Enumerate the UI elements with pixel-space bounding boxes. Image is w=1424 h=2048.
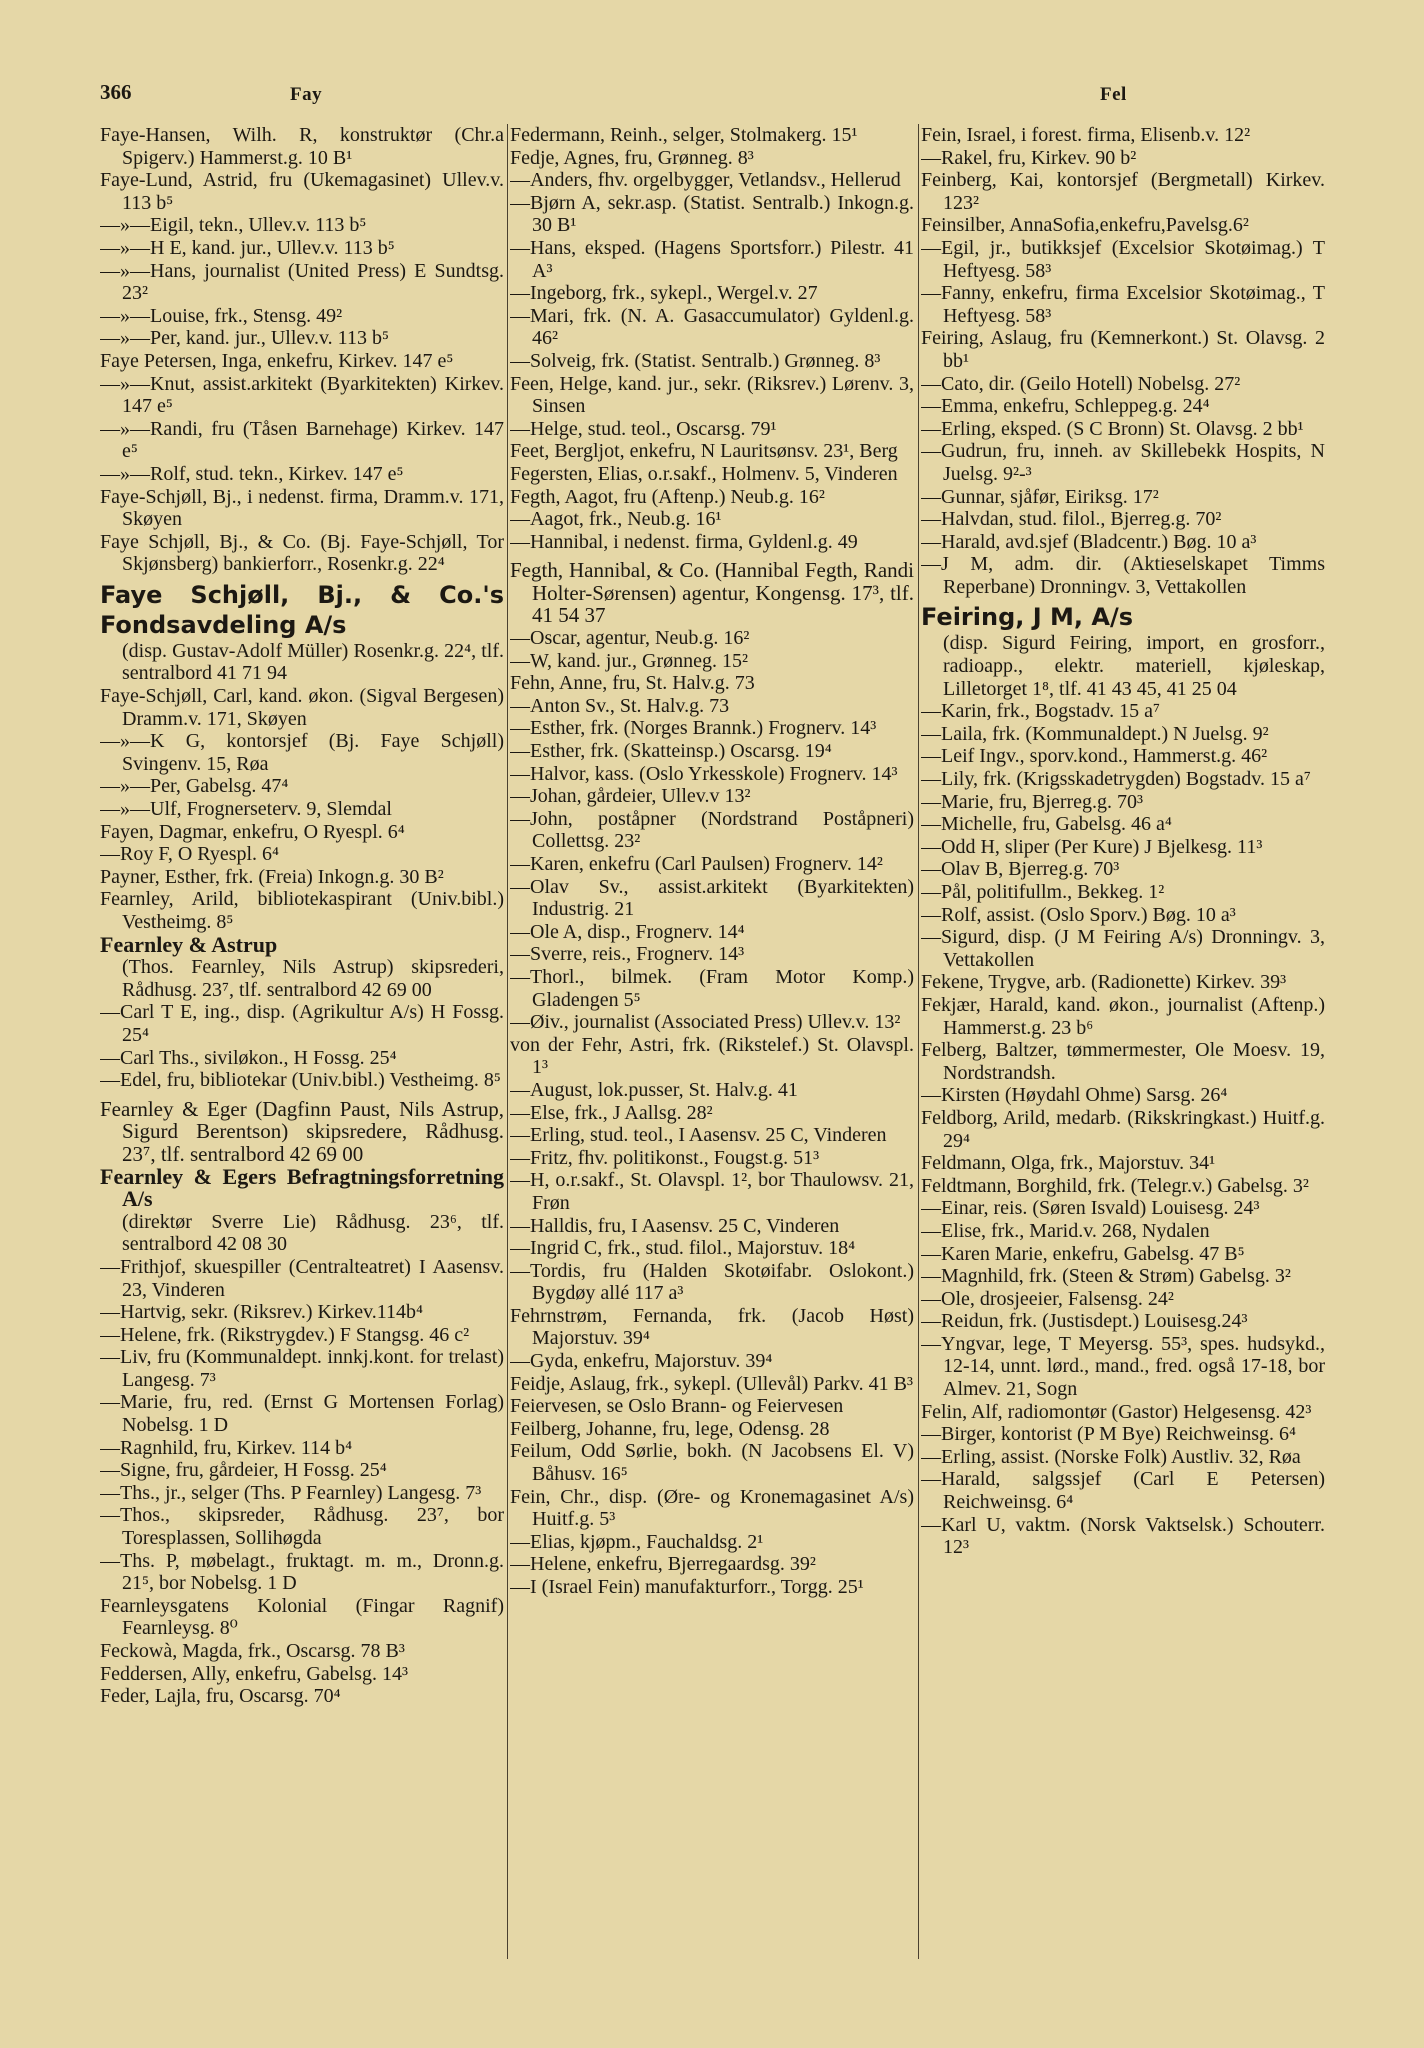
directory-entry: (direktør Sverre Lie) Rådhusg. 23⁶, tlf. sentralbord 42 08 30 bbox=[122, 1210, 504, 1256]
guide-word-right: Fel bbox=[1100, 84, 1127, 105]
directory-entry: —Øiv., journalist (Associated Press) Ullev.v. 13² bbox=[510, 1011, 901, 1034]
directory-entry: —Sigurd, disp. (J M Feiring A/s) Dronningv. 3, Vettakollen bbox=[921, 926, 1325, 971]
directory-entry: —Esther, frk. (Skatteinsp.) Oscarsg. 19⁴ bbox=[510, 740, 832, 763]
directory-entry: Fegersten, Elias, o.r.sakf., Holmenv. 5, Vinderen bbox=[510, 462, 898, 485]
directory-entry: Fein, Israel, i forest. firma, Elisenb.v. 12² bbox=[921, 124, 1251, 146]
directory-entry: —Marie, fru, red. (Ernst G Mortensen Forlag) Nobelsg. 1 D bbox=[100, 1391, 504, 1437]
directory-entry: Feilberg, Johanne, fru, lege, Odensg. 28 bbox=[510, 1417, 830, 1440]
directory-entry: Felin, Alf, radiomontør (Gastor) Helgesensg. 42³ bbox=[921, 1400, 1312, 1423]
directory-entry: —»—Knut, assist.arkitekt (Byarkitekten) Kirkev. 147 e⁵ bbox=[100, 372, 504, 418]
directory-entry: —Carl Ths., siviløkon., H Fossg. 25⁴ bbox=[100, 1046, 397, 1069]
firm-heading: Feiring, J M, A/s bbox=[921, 603, 1133, 632]
directory-entry: (disp. Gustav-Adolf Müller) Rosenkr.g. 22⁴, tlf. sentralbord 41 71 94 bbox=[122, 639, 504, 685]
directory-entry: Fein, Chr., disp. (Øre- og Kronemagasinet A/s) Huitf.g. 5³ bbox=[510, 1485, 914, 1531]
directory-entry: —Ingrid C, frk., stud. filol., Majorstuv. 18⁴ bbox=[510, 1237, 856, 1260]
directory-entry: —Carl T E, ing., disp. (Agrikultur A/s) H Fossg. 25⁴ bbox=[100, 1001, 504, 1046]
directory-entry: Fegth, Hannibal, & Co. (Hannibal Fegth, Randi Holter-Sørensen) agentur, Kongensg. 17³, tlf. 41 54 37 bbox=[510, 558, 914, 628]
directory-entry: Feldborg, Arild, medarb. (Rikskringkast.) Huitf.g. 29⁴ bbox=[921, 1106, 1325, 1152]
directory-entry: Fekene, Trygve, arb. (Radionette) Kirkev. 39³ bbox=[921, 971, 1287, 994]
directory-entry: Fearnley & Eger (Dagfinn Paust, Nils Astrup, Sigurd Berentson) skipsredere, Rådhusg. 23⁷, tlf. sentralbord 42 69 00 bbox=[100, 1096, 504, 1166]
directory-entry: Feilum, Odd Sørlie, bokh. (N Jacobsens El. V) Båhusv. 16⁵ bbox=[510, 1440, 914, 1486]
directory-entry: —Laila, frk. (Kommunaldept.) N Juelsg. 9² bbox=[921, 722, 1269, 745]
directory-entry: —»—Eigil, tekn., Ullev.v. 113 b⁵ bbox=[100, 214, 367, 237]
directory-entry: —Johan, gårdeier, Ullev.v 13² bbox=[510, 785, 751, 808]
directory-entry: Fedje, Agnes, fru, Grønneg. 8³ bbox=[510, 146, 754, 169]
directory-entry: Fayen, Dagmar, enkefru, O Ryespl. 6⁴ bbox=[100, 820, 405, 843]
directory-entry: —Egil, jr., butikksjef (Excelsior Skotøimag.) T Heftyesg. 58³ bbox=[921, 236, 1325, 282]
directory-entry: Fehn, Anne, fru, St. Halv.g. 73 bbox=[510, 672, 755, 695]
directory-entry: —Anton Sv., St. Halv.g. 73 bbox=[510, 694, 730, 717]
firm-heading: Fearnley & Egers Befragtningsforretning A/s bbox=[100, 1163, 504, 1212]
directory-entry: Faye-Schjøll, Bj., i nedenst. firma, Dramm.v. 171, Skøyen bbox=[100, 485, 504, 531]
directory-entry: —Liv, fru (Kommunaldept. innkj.kont. for trelast) Langesg. 7³ bbox=[100, 1346, 504, 1391]
directory-column-1 bbox=[100, 124, 504, 1964]
directory-entry: —Karen, enkefru (Carl Paulsen) Frognerv. 14² bbox=[510, 853, 883, 875]
directory-entry: —Lily, frk. (Krigsskadetrygden) Bogstadv. 15 a⁷ bbox=[921, 768, 1311, 791]
directory-entry: —Ingeborg, frk., sykepl., Wergel.v. 27 bbox=[510, 282, 818, 305]
directory-entry: Feen, Helge, kand. jur., sekr. (Riksrev.) Lørenv. 3, Sinsen bbox=[510, 372, 914, 418]
directory-entry: —»—Randi, fru (Tåsen Barnehage) Kirkev. 147 e⁵ bbox=[100, 417, 504, 463]
page-number: 366 bbox=[100, 80, 132, 104]
directory-entry: —Odd H, sliper (Per Kure) J Bjelkesg. 11³ bbox=[921, 835, 1263, 858]
directory-entry: —Kirsten (Høydahl Ohme) Sarsg. 26⁴ bbox=[921, 1084, 1228, 1107]
directory-entry: —»—H E, kand. jur., Ullev.v. 113 b⁵ bbox=[100, 236, 395, 259]
directory-entry: Faye-Schjøll, Carl, kand. økon. (Sigval Bergesen) Dramm.v. 171, Skøyen bbox=[100, 685, 504, 730]
directory-entry: —Roy F, O Ryespl. 6⁴ bbox=[100, 843, 280, 866]
directory-entry: —Edel, fru, bibliotekar (Univ.bibl.) Vestheimg. 8⁵ bbox=[100, 1069, 501, 1092]
directory-entry: Fearnley, Arild, bibliotekaspirant (Univ.bibl.) Vestheimg. 8⁵ bbox=[100, 888, 504, 933]
directory-entry: —Mari, frk. (N. A. Gasaccumulator) Gyldenl.g. 46² bbox=[510, 304, 914, 350]
directory-entry: —Gudrun, fru, inneh. av Skillebekk Hospits, N Juelsg. 9²-³ bbox=[921, 440, 1325, 485]
directory-entry: —Helge, stud. teol., Oscarsg. 79¹ bbox=[510, 417, 777, 440]
directory-entry: —Solveig, frk. (Statist. Sentralb.) Grønneg. 8³ bbox=[510, 349, 881, 372]
directory-entry: —Else, frk., J Aallsg. 28² bbox=[510, 1101, 713, 1124]
column-divider bbox=[918, 124, 919, 1959]
directory-entry: Feder, Lajla, fru, Oscarsg. 70⁴ bbox=[100, 1685, 341, 1708]
directory-entry: Fekjær, Harald, kand. økon., journalist (Aftenp.) Hammerst.g. 23 b⁶ bbox=[921, 993, 1325, 1039]
directory-entry: —J M, adm. dir. (Aktieselskapet Timms Reperbane) Dronningv. 3, Vettakollen bbox=[921, 553, 1325, 598]
directory-entry: —Einar, reis. (Søren Isvald) Louisesg. 24³ bbox=[921, 1197, 1260, 1220]
directory-entry: —Karl U, vaktm. (Norsk Vaktselsk.) Schouterr. 12³ bbox=[921, 1513, 1325, 1559]
directory-entry: —»—Hans, journalist (United Press) E Sundtsg. 23² bbox=[100, 259, 504, 305]
directory-entry: —Birger, kontorist (P M Bye) Reichweinsg. 6⁴ bbox=[921, 1423, 1297, 1446]
directory-entry: —»—Per, kand. jur., Ullev.v. 113 b⁵ bbox=[100, 327, 389, 350]
directory-entry: —Olav Sv., assist.arkitekt (Byarkitekten) Industrig. 21 bbox=[510, 875, 914, 921]
directory-entry: —Yngvar, lege, T Meyersg. 55³, spes. hudsykd., 12-14, unnt. lørd., mand., fred. også 17-18, bor Almev. 21, Sogn bbox=[921, 1332, 1325, 1401]
directory-entry: Fegth, Aagot, fru (Aftenp.) Neub.g. 16² bbox=[510, 485, 825, 508]
directory-entry: —Fritz, fhv. politikonst., Fougst.g. 51³ bbox=[510, 1146, 820, 1169]
directory-entry: —Olav B, Bjerreg.g. 70³ bbox=[921, 858, 1120, 881]
directory-entry: —Sverre, reis., Frognerv. 14³ bbox=[510, 943, 745, 966]
directory-entry: —Hannibal, i nedenst. firma, Gyldenl.g. 49 bbox=[510, 530, 858, 553]
directory-entry: Feiring, Aslaug, fru (Kemnerkont.) St. Olavsg. 2 bb¹ bbox=[921, 327, 1325, 372]
directory-entry: —Ole, drosjeeier, Falsensg. 24² bbox=[921, 1287, 1174, 1310]
directory-entry: —Emma, enkefru, Schleppeg.g. 24⁴ bbox=[921, 395, 1210, 418]
firm-heading: Faye Schjøll, Bj., & Co.'s Fondsavdeling A/s bbox=[100, 580, 504, 639]
directory-entry: —Halvor, kass. (Oslo Yrkesskole) Frognerv. 14³ bbox=[510, 762, 898, 785]
directory-entry: Fehrnstrøm, Fernanda, frk. (Jacob Høst) Majorstuv. 39⁴ bbox=[510, 1304, 914, 1350]
directory-entry: —Michelle, fru, Gabelsg. 46 a⁴ bbox=[921, 813, 1172, 836]
directory-column-3 bbox=[921, 124, 1325, 1964]
directory-entry: Feinberg, Kai, kontorsjef (Bergmetall) Kirkev. 123² bbox=[921, 169, 1325, 214]
directory-entry: Feldmann, Olga, frk., Majorstuv. 34¹ bbox=[921, 1152, 1216, 1175]
directory-entry: —Hartvig, sekr. (Riksrev.) Kirkev.114b⁴ bbox=[100, 1301, 424, 1324]
directory-entry: —Harald, salgssjef (Carl E Petersen) Reichweinsg. 6⁴ bbox=[921, 1468, 1325, 1514]
directory-entry: —Helene, frk. (Rikstrygdev.) F Stangsg. 46 c² bbox=[100, 1323, 470, 1346]
directory-entry: —Erling, assist. (Norske Folk) Austliv. 32, Røa bbox=[921, 1445, 1301, 1468]
directory-entry: —Oscar, agentur, Neub.g. 16² bbox=[510, 627, 750, 650]
directory-entry: —Halldis, fru, I Aasensv. 25 C, Vinderen bbox=[510, 1214, 840, 1237]
directory-entry: —Erling, stud. teol., I Aasensv. 25 C, Vinderen bbox=[510, 1124, 887, 1147]
directory-entry: (Thos. Fearnley, Nils Astrup) skipsrederi, Rådhusg. 23⁷, tlf. sentralbord 42 69 00 bbox=[122, 956, 504, 1001]
directory-entry: Feidje, Aslaug, frk., sykepl. (Ullevål) Parkv. 41 B³ bbox=[510, 1372, 913, 1395]
directory-entry: Feddersen, Ally, enkefru, Gabelsg. 14³ bbox=[100, 1662, 408, 1685]
directory-entry: —Harald, avd.sjef (Bladcentr.) Bøg. 10 a³ bbox=[921, 530, 1257, 553]
column-divider bbox=[507, 124, 508, 1959]
directory-entry: —»—Per, Gabelsg. 47⁴ bbox=[100, 775, 289, 798]
directory-entry: Faye Petersen, Inga, enkefru, Kirkev. 147 e⁵ bbox=[100, 349, 454, 372]
directory-entry: —Frithjof, skuespiller (Centralteatret) I Aasensv. 23, Vinderen bbox=[100, 1255, 504, 1301]
directory-entry: —»—K G, kontorsjef (Bj. Faye Schjøll) Svingenv. 15, Røa bbox=[100, 730, 504, 775]
directory-entry: —Cato, dir. (Geilo Hotell) Nobelsg. 27² bbox=[921, 372, 1241, 395]
directory-entry: Faye-Hansen, Wilh. R, konstruktør (Chr.a Spigerv.) Hammerst.g. 10 B¹ bbox=[100, 124, 504, 169]
directory-entry: —Fanny, enkefru, firma Excelsior Skotøimag., T Heftyesg. 58³ bbox=[921, 282, 1325, 327]
directory-entry: Feckowà, Magda, frk., Oscarsg. 78 B³ bbox=[100, 1640, 405, 1662]
directory-entry: —Thos., skipsreder, Rådhusg. 23⁷, bor Toresplassen, Sollihøgda bbox=[100, 1504, 504, 1550]
directory-entry: —Magnhild, frk. (Steen & Strøm) Gabelsg. 3² bbox=[921, 1265, 1291, 1288]
directory-entry: von der Fehr, Astri, frk. (Rikstelef.) St. Olavspl. 1³ bbox=[510, 1033, 914, 1079]
directory-entry: —Erling, eksped. (S C Bronn) St. Olavsg. 2 bb¹ bbox=[921, 417, 1304, 440]
directory-entry: —Esther, frk. (Norges Brannk.) Frognerv. 14³ bbox=[510, 717, 877, 740]
directory-entry: —Gyda, enkefru, Majorstuv. 39⁴ bbox=[510, 1350, 773, 1373]
directory-entry: —Bjørn A, sekr.asp. (Statist. Sentralb.) Inkogn.g. 30 B¹ bbox=[510, 191, 914, 237]
directory-entry: —Karen Marie, enkefru, Gabelsg. 47 B⁵ bbox=[921, 1242, 1245, 1265]
guide-word-left: Fay bbox=[290, 84, 323, 105]
directory-entry: —Helene, enkefru, Bjerregaardsg. 39² bbox=[510, 1553, 816, 1576]
directory-entry: —Ths. P, møbelagt., fruktagt. m. m., Dronn.g. 21⁵, bor Nobelsg. 1 D bbox=[100, 1549, 504, 1595]
directory-entry: —Ths., jr., selger (Ths. P Fearnley) Langesg. 7³ bbox=[100, 1481, 482, 1504]
directory-entry: Feldtmann, Borghild, frk. (Telegr.v.) Gabelsg. 3² bbox=[921, 1174, 1309, 1197]
directory-entry: —Thorl., bilmek. (Fram Motor Komp.) Gladengen 5⁵ bbox=[510, 965, 914, 1011]
directory-entry: —Gunnar, sjåfør, Eiriksg. 17² bbox=[921, 485, 1159, 508]
directory-entry: —Marie, fru, Bjerreg.g. 70³ bbox=[921, 790, 1144, 813]
directory-entry: (disp. Sigurd Feiring, import, en grosforr., radioapp., elektr. materiell, kjøleskap, Lilletorget 1⁸, tlf. 41 43 45, 41 25 04 bbox=[943, 632, 1325, 700]
directory-entry: Faye-Lund, Astrid, fru (Ukemagasinet) Ullev.v. 113 b⁵ bbox=[100, 169, 504, 214]
directory-column-2 bbox=[510, 124, 914, 1964]
directory-entry: Feiervesen, se Oslo Brann- og Feiervesen bbox=[510, 1395, 844, 1418]
directory-entry: —Karin, frk., Bogstadv. 15 a⁷ bbox=[921, 700, 1160, 723]
directory-entry: —»—Ulf, Frognerseterv. 9, Slemdal bbox=[100, 798, 392, 821]
directory-entry: Feet, Bergljot, enkefru, N Lauritsønsv. 23¹, Berg bbox=[510, 440, 898, 463]
firm-heading: Fearnley & Astrup bbox=[100, 931, 278, 957]
directory-entry: —»—Rolf, stud. tekn., Kirkev. 147 e⁵ bbox=[100, 462, 404, 485]
directory-entry: Feinsilber, AnnaSofia,enkefru,Pavelsg.6² bbox=[921, 214, 1249, 237]
directory-entry: —Reidun, frk. (Justisdept.) Louisesg.24³ bbox=[921, 1310, 1248, 1333]
directory-entry: —Rolf, assist. (Oslo Sporv.) Bøg. 10 a³ bbox=[921, 903, 1236, 926]
directory-entry: —Halvdan, stud. filol., Bjerreg.g. 70² bbox=[921, 508, 1222, 531]
page-header bbox=[100, 80, 1320, 110]
directory-entry: —Signe, fru, gårdeier, H Fossg. 25⁴ bbox=[100, 1459, 387, 1482]
directory-entry: Felberg, Baltzer, tømmermester, Ole Moesv. 19, Nordstrandsh. bbox=[921, 1039, 1325, 1084]
directory-entry: —Anders, fhv. orgelbygger, Vetlandsv., Hellerud bbox=[510, 169, 901, 192]
directory-entry: —Aagot, frk., Neub.g. 16¹ bbox=[510, 508, 722, 531]
directory-entry: —I (Israel Fein) manufakturforr., Torgg. 25¹ bbox=[510, 1576, 864, 1598]
directory-entry: Faye Schjøll, Bj., & Co. (Bj. Faye-Schjøll, Tor Skjønsberg) bankierforr., Rosenkr.g. 22⁴ bbox=[100, 530, 504, 576]
directory-entry: —August, lok.pusser, St. Halv.g. 41 bbox=[510, 1078, 798, 1101]
directory-entry: —»—Louise, frk., Stensg. 49² bbox=[100, 304, 343, 327]
directory-entry: —Hans, eksped. (Hagens Sportsforr.) Pilestr. 41 A³ bbox=[510, 236, 914, 282]
directory-entry: —W, kand. jur., Grønneg. 15² bbox=[510, 649, 749, 672]
directory-entry: —Rakel, fru, Kirkev. 90 b² bbox=[921, 146, 1137, 169]
directory-entry: —Elias, kjøpm., Fauchaldsg. 2¹ bbox=[510, 1530, 764, 1553]
directory-entry: Federmann, Reinh., selger, Stolmakerg. 15¹ bbox=[510, 124, 858, 146]
directory-entry: —John, poståpner (Nordstrand Poståpneri) Collettsg. 23² bbox=[510, 807, 914, 853]
directory-entry: —Ragnhild, fru, Kirkev. 114 b⁴ bbox=[100, 1436, 353, 1459]
directory-entry: Payner, Esther, frk. (Freia) Inkogn.g. 30 B² bbox=[100, 865, 444, 888]
directory-entry: Fearnleysgatens Kolonial (Fingar Ragnif) Fearnleysg. 8⁰ bbox=[100, 1594, 504, 1640]
directory-entry: —Tordis, fru (Halden Skotøifabr. Oslokont.) Bygdøy allé 117 a³ bbox=[510, 1259, 914, 1305]
directory-entry: —Pål, politifullm., Bekkeg. 1² bbox=[921, 881, 1165, 903]
directory-entry: —Leif Ingv., sporv.kond., Hammerst.g. 46² bbox=[921, 745, 1268, 768]
directory-entry: —Elise, frk., Marid.v. 268, Nydalen bbox=[921, 1219, 1210, 1242]
directory-entry: —Ole A, disp., Frognerv. 14⁴ bbox=[510, 920, 745, 943]
directory-entry: —H, o.r.sakf., St. Olavspl. 1², bor Thaulowsv. 21, Frøn bbox=[510, 1169, 914, 1214]
